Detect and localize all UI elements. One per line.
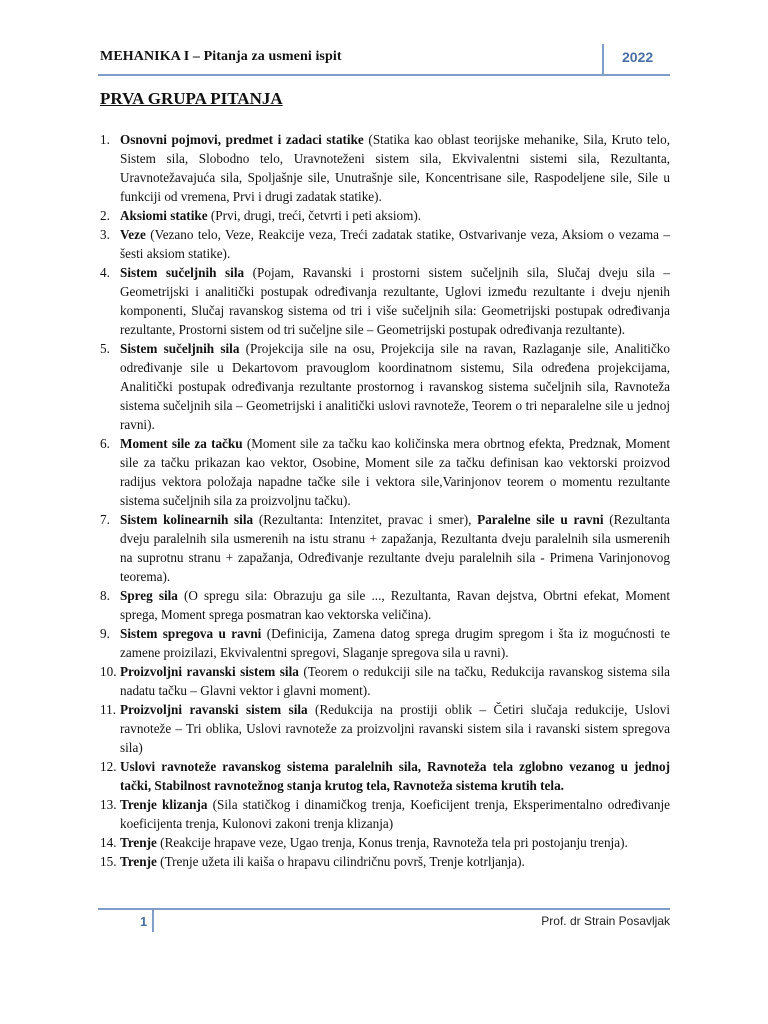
question-body bbox=[120, 854, 525, 869]
question-body bbox=[120, 436, 670, 508]
question-details: (Teorem o redukciji sile na tačku, Redukcija ravanskog sistema sila nadatu tačku – Glavni vektor i glavni moment). bbox=[120, 664, 670, 698]
question-details: (Prvi, drugi, treći, četvrti i peti aksiom). bbox=[207, 208, 422, 223]
question-body bbox=[120, 227, 670, 261]
question-item bbox=[100, 852, 670, 871]
question-body bbox=[120, 265, 670, 337]
question-item bbox=[100, 586, 670, 624]
question-item bbox=[100, 339, 670, 434]
question-number: 5. bbox=[100, 341, 110, 356]
page-number: 1 bbox=[140, 914, 148, 929]
question-details: (Projekcija sile na osu, Projekcija sile na ravan, Razlaganje sile, Analitičko određivanje sile u Dekartovom pravouglom koordinatnom sistemu, Sila određena projekcijama, Analitički postupak određivanja rezultante prostornog i ravanskog sistema sučeljnih sila, Ravnoteža sistema sučeljnih sila – Geometrijski i analitički uslovi ravnoteže, Teorem o tri neparalelne sile u jednoj ravni). bbox=[120, 341, 670, 432]
question-topic: Trenje bbox=[120, 835, 157, 850]
question-topic: Proizvoljni ravanski sistem sila bbox=[120, 702, 308, 717]
question-item bbox=[100, 624, 670, 662]
question-number: 10. bbox=[100, 664, 117, 679]
header-year: 2022 bbox=[622, 49, 654, 65]
question-topic: Moment sile za tačku bbox=[120, 436, 243, 451]
question-details: (O spregu sila: Obrazuju ga sile ..., Rezultanta, Ravan dejstva, Obrtni efekat, Moment sprega, Moment sprega posmatran kao vektorska veličina). bbox=[120, 588, 670, 622]
question-details: (Sila statičkog i dinamičkog trenja, Koeficijent trenja, Eksperimentalno određivanje koeficijenta trenja, Kulonovi zakoni trenja klizanja) bbox=[120, 797, 671, 831]
question-body bbox=[120, 759, 670, 793]
question-body bbox=[120, 664, 670, 698]
question-body bbox=[120, 132, 670, 204]
question-topic: Paralelne sile u ravni bbox=[477, 512, 604, 527]
question-number: 3. bbox=[100, 227, 110, 242]
question-details: (Statika kao oblast teorijske mehanike, Sila, Kruto telo, Sistem sila, Slobodno telo, Uravnoteženi sistem sila, Ekvivalentni sistemi sila, Rezultanta, Uravnotežavajuća sila, Spoljašnje sile, Unutrašnje sile, Koncentrisane sile, Raspodeljene sile, Sile u funkciji od vremena, Prvi i drugi zadatak statike). bbox=[120, 132, 670, 204]
question-number: 6. bbox=[100, 436, 110, 451]
question-topic: Sistem kolinearnih sila bbox=[120, 512, 254, 527]
question-item bbox=[100, 795, 670, 833]
question-body bbox=[120, 341, 670, 432]
question-number: 1. bbox=[100, 132, 110, 147]
question-number: 2. bbox=[100, 208, 110, 223]
question-item bbox=[100, 206, 670, 225]
question-topic: Aksiomi statike bbox=[120, 208, 208, 223]
page-header bbox=[98, 44, 670, 76]
question-number: 7. bbox=[100, 512, 110, 527]
question-item bbox=[100, 130, 670, 206]
question-item bbox=[100, 263, 670, 339]
question-details: (Pojam, Ravanski i prostorni sistem sučeljnih sila, Slučaj dveju sila – Geometrijski i analitički postupak određivanja rezultante, Uglovi između rezultante i dveju njenih komponenti, Slučaj ravanskog sistema od tri i više sučeljnih sila: Geometrijski postupak određivanja rezultante, Prostorni sistem od tri sučeljne sile – Geometrijski postupak određivanja rezultante). bbox=[120, 265, 670, 337]
question-details: (Rezultanta dveju paralelnih sila usmerenih na istu stranu + zapažanja, Rezultanta dveju paralelnih sila usmerenih na suprotnu stranu + zapažanja, Određivanje rezultante dveju paralelnih sila - Primena Varinjonovog teorema). bbox=[120, 512, 671, 584]
header-divider bbox=[602, 44, 604, 74]
question-item bbox=[100, 510, 670, 586]
header-title: MEHANIKA I – Pitanja za usmeni ispit bbox=[100, 49, 342, 64]
question-number: 11. bbox=[100, 702, 116, 717]
question-number: 8. bbox=[100, 588, 110, 603]
question-body bbox=[120, 208, 421, 223]
question-item bbox=[100, 662, 670, 700]
question-details: (Trenje užeta ili kaiša o hrapavu cilindričnu površ, Trenje kotrljanja). bbox=[156, 854, 525, 869]
question-number: 9. bbox=[100, 626, 110, 641]
question-number: 12. bbox=[100, 759, 117, 774]
footer-divider bbox=[152, 910, 154, 932]
question-item bbox=[100, 225, 670, 263]
question-topic: Trenje bbox=[120, 854, 157, 869]
question-item bbox=[100, 700, 670, 757]
footer-author: Prof. dr Strain Posavljak bbox=[541, 914, 670, 928]
question-list bbox=[100, 130, 670, 871]
question-details: (Redukcija na prostiji oblik – Četiri slučaja redukcije, Uslovi ravnoteže – Tri oblika, Uslovi ravnoteže za proizvoljni ravanski sistem sila i ravanski sistem spregova sila) bbox=[120, 702, 671, 755]
question-item bbox=[100, 757, 670, 795]
question-number: 15. bbox=[100, 854, 117, 869]
question-topic: Veze bbox=[120, 227, 146, 242]
question-number: 13. bbox=[100, 797, 117, 812]
section-title: PRVA GRUPA PITANJA bbox=[100, 89, 283, 108]
question-number: 14. bbox=[100, 835, 117, 850]
question-body bbox=[120, 702, 670, 755]
question-item bbox=[100, 833, 670, 852]
question-topic: Sistem sučeljnih sila bbox=[120, 341, 240, 356]
question-topic: Trenje klizanja bbox=[120, 797, 208, 812]
question-details: (Reakcije hrapave veze, Ugao trenja, Konus trenja, Ravnoteža tela pri postojanju trenja). bbox=[156, 835, 628, 850]
question-topic: Uslovi ravnoteže ravanskog sistema paralelnih sila, Ravnoteža tela zglobno vezanog u jednoj tački, Stabilnost ravnotežnog stanja krutog tela, Ravnoteža sistema krutih tela. bbox=[120, 759, 670, 793]
question-details: (Rezultanta: Intenzitet, pravac i smer), bbox=[253, 512, 478, 527]
page-footer bbox=[98, 908, 670, 934]
question-topic: Spreg sila bbox=[120, 588, 178, 603]
question-body bbox=[120, 512, 670, 584]
question-body bbox=[120, 588, 670, 622]
question-details: (Moment sile za tačku kao količinska mera obrtnog efekta, Predznak, Moment sile za tačku prikazan kao vektor, Osobine, Moment sile za tačku definisan kao vektorski proizvod radijus vektora položaja napadne tačke sile i vektora sile,Varinjonov teorem o momentu rezultante sistema sučeljnih sila za proizvoljnu tačku). bbox=[120, 436, 670, 508]
question-details: (Vezano telo, Veze, Reakcije veza, Treći zadatak statike, Ostvarivanje veza, Aksiom o vezama – šesti aksiom statike). bbox=[120, 227, 670, 261]
question-topic: Osnovni pojmovi, predmet i zadaci statike bbox=[120, 132, 364, 147]
question-number: 4. bbox=[100, 265, 110, 280]
question-topic: Sistem spregova u ravni bbox=[120, 626, 262, 641]
question-topic: Sistem sučeljnih sila bbox=[120, 265, 245, 280]
question-item bbox=[100, 434, 670, 510]
question-body bbox=[120, 797, 670, 831]
question-details: (Definicija, Zamena datog sprega drugim spregom i šta iz mogućnosti te zamene proizilazi, Ekvivalentni spregovi, Slaganje spregova sila u ravni). bbox=[120, 626, 670, 660]
question-body bbox=[120, 626, 670, 660]
question-topic: Proizvoljni ravanski sistem sila bbox=[120, 664, 299, 679]
question-body bbox=[120, 835, 628, 850]
